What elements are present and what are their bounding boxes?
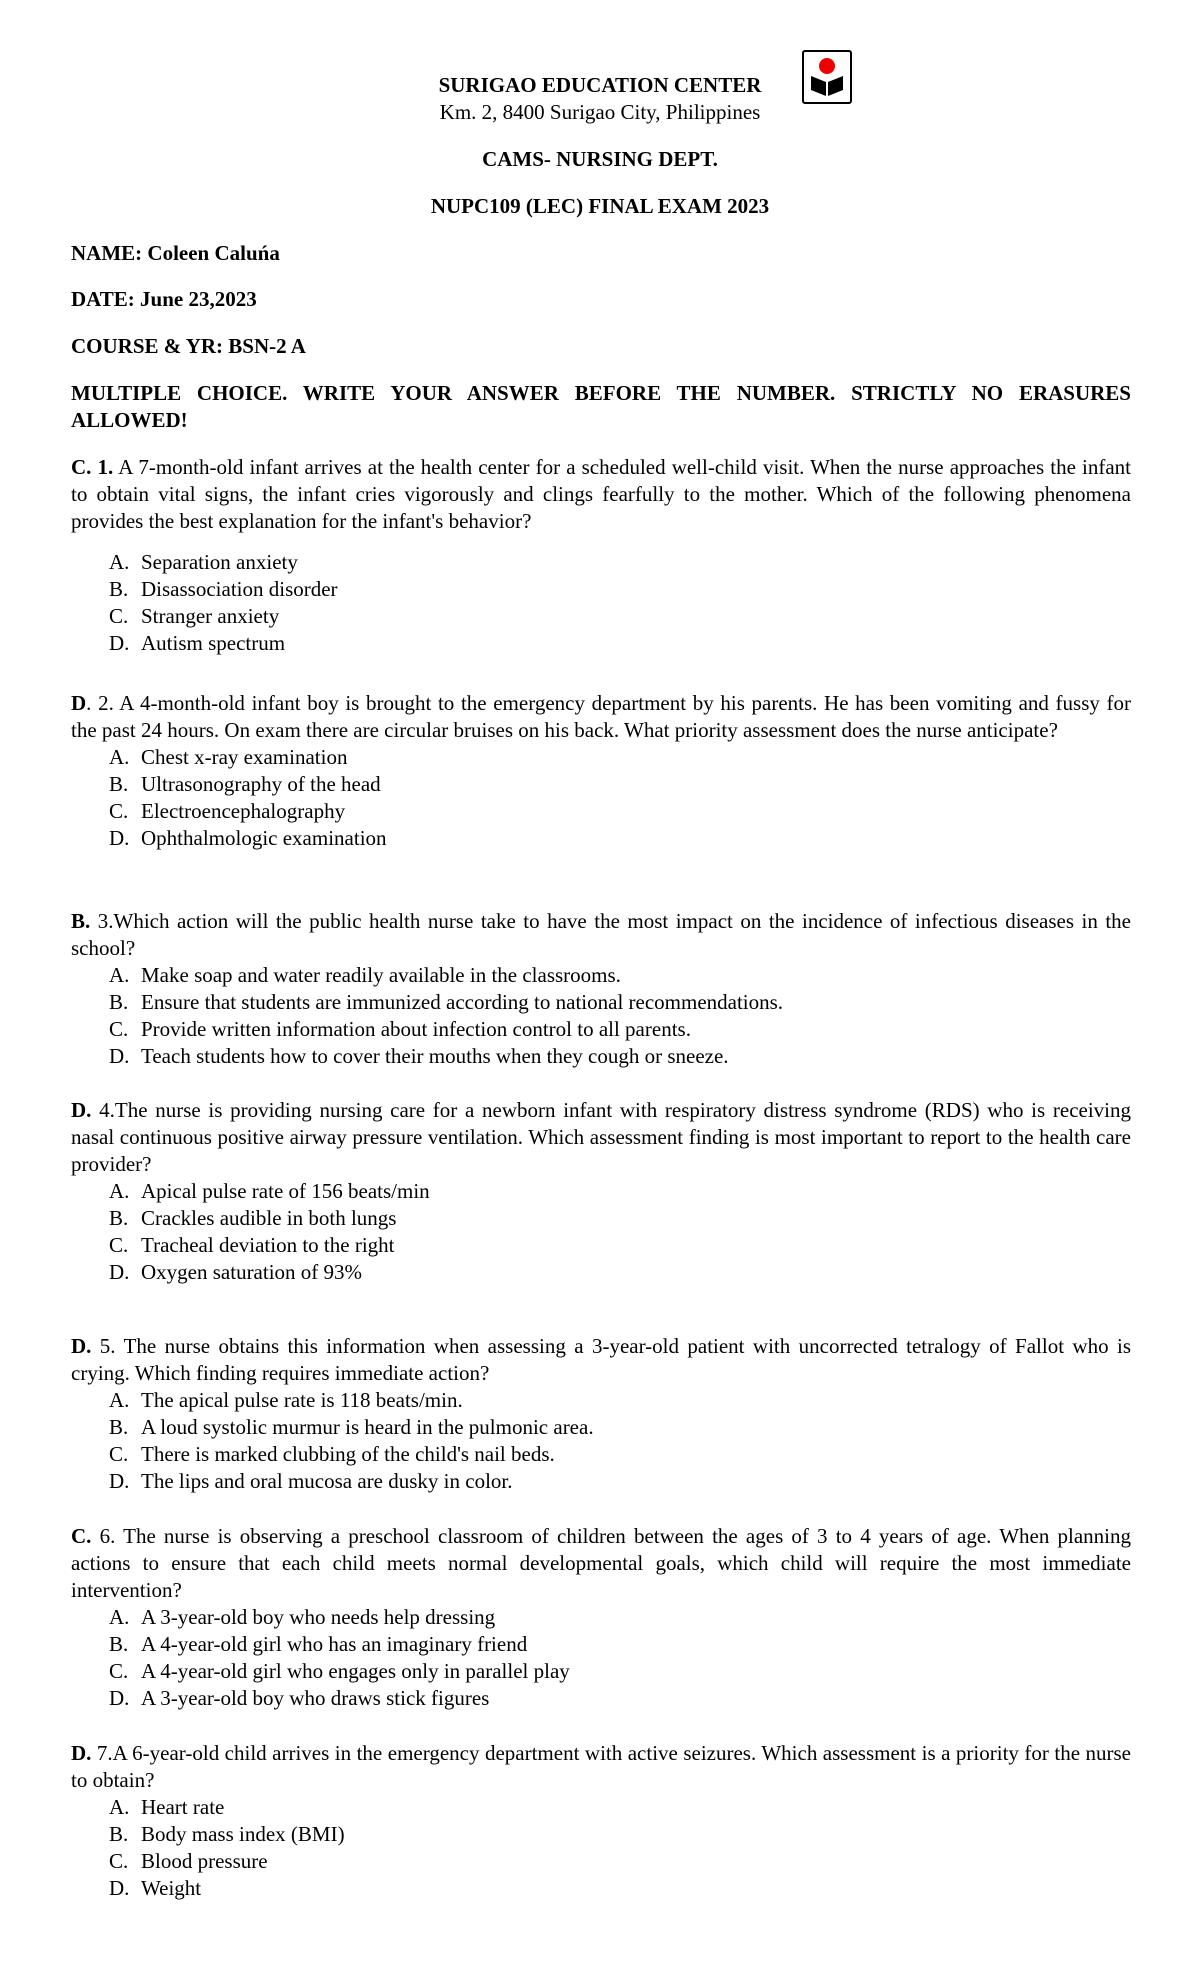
question-text	[71, 1523, 1131, 1604]
option-text: Body mass index (BMI)	[141, 1822, 345, 1846]
question-body: . 2. A 4-month-old infant boy is brought to the emergency department by his parents. He has been vomiting and fussy for the past 24 hours. On exam there are circular bruises on his back. What priority assessment does the nurse anticipate?	[71, 691, 1131, 742]
option-item	[71, 1685, 1131, 1712]
option-item	[71, 1441, 1131, 1468]
option-text: Ophthalmologic examination	[141, 826, 387, 850]
department: CAMS- NURSING DEPT.	[482, 147, 718, 171]
option-text: A 3-year-old boy who needs help dressing	[141, 1605, 496, 1629]
question-body: 7.A 6-year-old child arrives in the emergency department with active seizures. Which assessment is a priority for the nurse to obtain?	[71, 1741, 1131, 1792]
option-item	[71, 576, 1131, 603]
option-item	[71, 962, 1131, 989]
option-item	[71, 771, 1131, 798]
answer-mark: D.	[71, 1098, 92, 1122]
option-letter: A.	[109, 745, 130, 769]
option-text: Provide written information about infection control to all parents.	[141, 1017, 691, 1041]
option-item	[71, 1232, 1131, 1259]
option-item	[71, 1016, 1131, 1043]
answer-mark: D	[71, 691, 87, 715]
answer-mark: C.	[71, 1524, 92, 1548]
option-text: Ultrasonography of the head	[141, 772, 381, 796]
option-letter: A.	[109, 1605, 130, 1629]
option-letter: A.	[109, 1795, 130, 1819]
option-text: A 3-year-old boy who draws stick figures	[141, 1686, 490, 1710]
option-item	[71, 1848, 1131, 1875]
option-letter: D.	[109, 826, 130, 850]
option-item	[71, 1414, 1131, 1441]
option-text: Autism spectrum	[141, 631, 286, 655]
option-letter: D.	[109, 1044, 130, 1068]
option-text: Chest x-ray examination	[141, 745, 348, 769]
question-6	[71, 1523, 1131, 1712]
option-text: Disassociation disorder	[141, 577, 338, 601]
option-item	[71, 1821, 1131, 1848]
option-letter: A.	[109, 1179, 130, 1203]
option-letter: D.	[109, 1469, 130, 1493]
option-item	[71, 825, 1131, 852]
question-text	[71, 690, 1131, 744]
instructions: MULTIPLE CHOICE. WRITE YOUR ANSWER BEFORE THE NUMBER. STRICTLY NO ERASURES ALLOWED!	[71, 381, 1131, 432]
options-list	[71, 962, 1131, 1070]
option-letter: B.	[109, 1632, 129, 1656]
question-text	[71, 1333, 1131, 1387]
option-text: Ensure that students are immunized according to national recommendations.	[141, 990, 784, 1014]
option-item	[71, 1387, 1131, 1414]
option-text: There is marked clubbing of the child's nail beds.	[141, 1442, 555, 1466]
option-item	[71, 630, 1131, 657]
option-item	[71, 1658, 1131, 1685]
question-1	[71, 454, 1131, 657]
option-letter: C.	[109, 1017, 129, 1041]
answer-mark: D.	[71, 1334, 92, 1358]
question-4	[71, 1097, 1131, 1286]
option-letter: B.	[109, 990, 129, 1014]
option-item	[71, 1604, 1131, 1631]
options-list	[71, 1387, 1131, 1495]
options-list	[71, 1794, 1131, 1902]
option-letter: B.	[109, 772, 129, 796]
option-letter: B.	[109, 577, 129, 601]
option-text: A 4-year-old girl who engages only in parallel play	[141, 1659, 570, 1683]
option-letter: A.	[109, 1388, 130, 1412]
option-letter: D.	[109, 1260, 130, 1284]
option-item	[71, 1794, 1131, 1821]
option-letter: B.	[109, 1415, 129, 1439]
option-text: Crackles audible in both lungs	[141, 1206, 397, 1230]
option-text: Weight	[141, 1876, 202, 1900]
option-letter: C.	[109, 1442, 129, 1466]
options-list	[71, 1178, 1131, 1286]
options-list	[71, 549, 1131, 657]
option-text: Make soap and water readily available in the classrooms.	[141, 963, 621, 987]
question-body: A 7-month-old infant arrives at the health center for a scheduled well-child visit. When the nurse approaches the infant to obtain vital signs, the infant cries vigorously and clings fearfully to the mother. Which of the following phenomena provides the best explanation for the infant's behavior?	[71, 455, 1131, 533]
option-letter: C.	[109, 604, 129, 628]
option-item	[71, 1875, 1131, 1902]
option-letter: C.	[109, 1849, 129, 1873]
question-5	[71, 1333, 1131, 1495]
option-item	[71, 1259, 1131, 1286]
options-list	[71, 1604, 1131, 1712]
option-item	[71, 1205, 1131, 1232]
question-text	[71, 454, 1131, 535]
answer-mark: B.	[71, 909, 91, 933]
option-text: Tracheal deviation to the right	[141, 1233, 395, 1257]
option-letter: C.	[109, 1233, 129, 1257]
question-body: 4.The nurse is providing nursing care for a newborn infant with respiratory distress syndrome (RDS) who is receiving nasal continuous positive airway pressure ventilation. Which assessment finding is most important to report to the health care provider?	[71, 1098, 1131, 1176]
student-name: NAME: Coleen Caluńa	[71, 241, 280, 265]
school-name: SURIGAO EDUCATION CENTER	[438, 73, 762, 97]
question-text	[71, 1740, 1131, 1794]
course-year: COURSE & YR: BSN-2 A	[71, 334, 306, 358]
option-item	[71, 1043, 1131, 1070]
option-text: The lips and oral mucosa are dusky in color.	[141, 1469, 513, 1493]
question-7	[71, 1740, 1131, 1902]
question-text	[71, 908, 1131, 962]
option-letter: D.	[109, 631, 130, 655]
option-text: A loud systolic murmur is heard in the pulmonic area.	[141, 1415, 594, 1439]
option-item	[71, 603, 1131, 630]
book-logo-icon	[804, 52, 850, 102]
exam-date: DATE: June 23,2023	[71, 287, 257, 311]
question-body: 5. The nurse obtains this information when assessing a 3-year-old patient with uncorrected tetralogy of Fallot who is crying. Which finding requires immediate action?	[71, 1334, 1131, 1385]
option-letter: A.	[109, 963, 130, 987]
option-item	[71, 1178, 1131, 1205]
option-text: Electroencephalography	[141, 799, 346, 823]
option-item	[71, 744, 1131, 771]
answer-mark: C. 1.	[71, 455, 114, 479]
option-text: Oxygen saturation of 93%	[141, 1260, 363, 1284]
option-item	[71, 549, 1131, 576]
option-item	[71, 989, 1131, 1016]
option-letter: B.	[109, 1822, 129, 1846]
option-text: Separation anxiety	[141, 550, 298, 574]
option-text: Teach students how to cover their mouths when they cough or sneeze.	[141, 1044, 729, 1068]
option-letter: B.	[109, 1206, 129, 1230]
answer-mark: D.	[71, 1741, 92, 1765]
question-3	[71, 908, 1131, 1070]
school-address: Km. 2, 8400 Surigao City, Philippines	[439, 100, 761, 124]
question-body: 6. The nurse is observing a preschool classroom of children between the ages of 3 to 4 years of age. When planning actions to ensure that each child meets normal developmental goals, which child will require the most immediate intervention?	[71, 1524, 1131, 1602]
exam-title: NUPC109 (LEC) FINAL EXAM 2023	[430, 194, 770, 218]
option-letter: D.	[109, 1686, 130, 1710]
question-body: 3.Which action will the public health nurse take to have the most impact on the incidence of infectious diseases in the school?	[71, 909, 1131, 960]
question-text	[71, 1097, 1131, 1178]
option-text: A 4-year-old girl who has an imaginary friend	[141, 1632, 528, 1656]
option-text: Heart rate	[141, 1795, 225, 1819]
option-text: Stranger anxiety	[141, 604, 280, 628]
option-text: The apical pulse rate is 118 beats/min.	[141, 1388, 463, 1412]
option-text: Apical pulse rate of 156 beats/min	[141, 1179, 430, 1203]
school-logo	[802, 50, 852, 104]
options-list	[71, 744, 1131, 852]
option-text: Blood pressure	[141, 1849, 268, 1873]
option-item	[71, 798, 1131, 825]
option-item	[71, 1468, 1131, 1495]
option-letter: D.	[109, 1876, 130, 1900]
option-item	[71, 1631, 1131, 1658]
option-letter: A.	[109, 550, 130, 574]
option-letter: C.	[109, 1659, 129, 1683]
question-2	[71, 690, 1131, 852]
option-letter: C.	[109, 799, 129, 823]
